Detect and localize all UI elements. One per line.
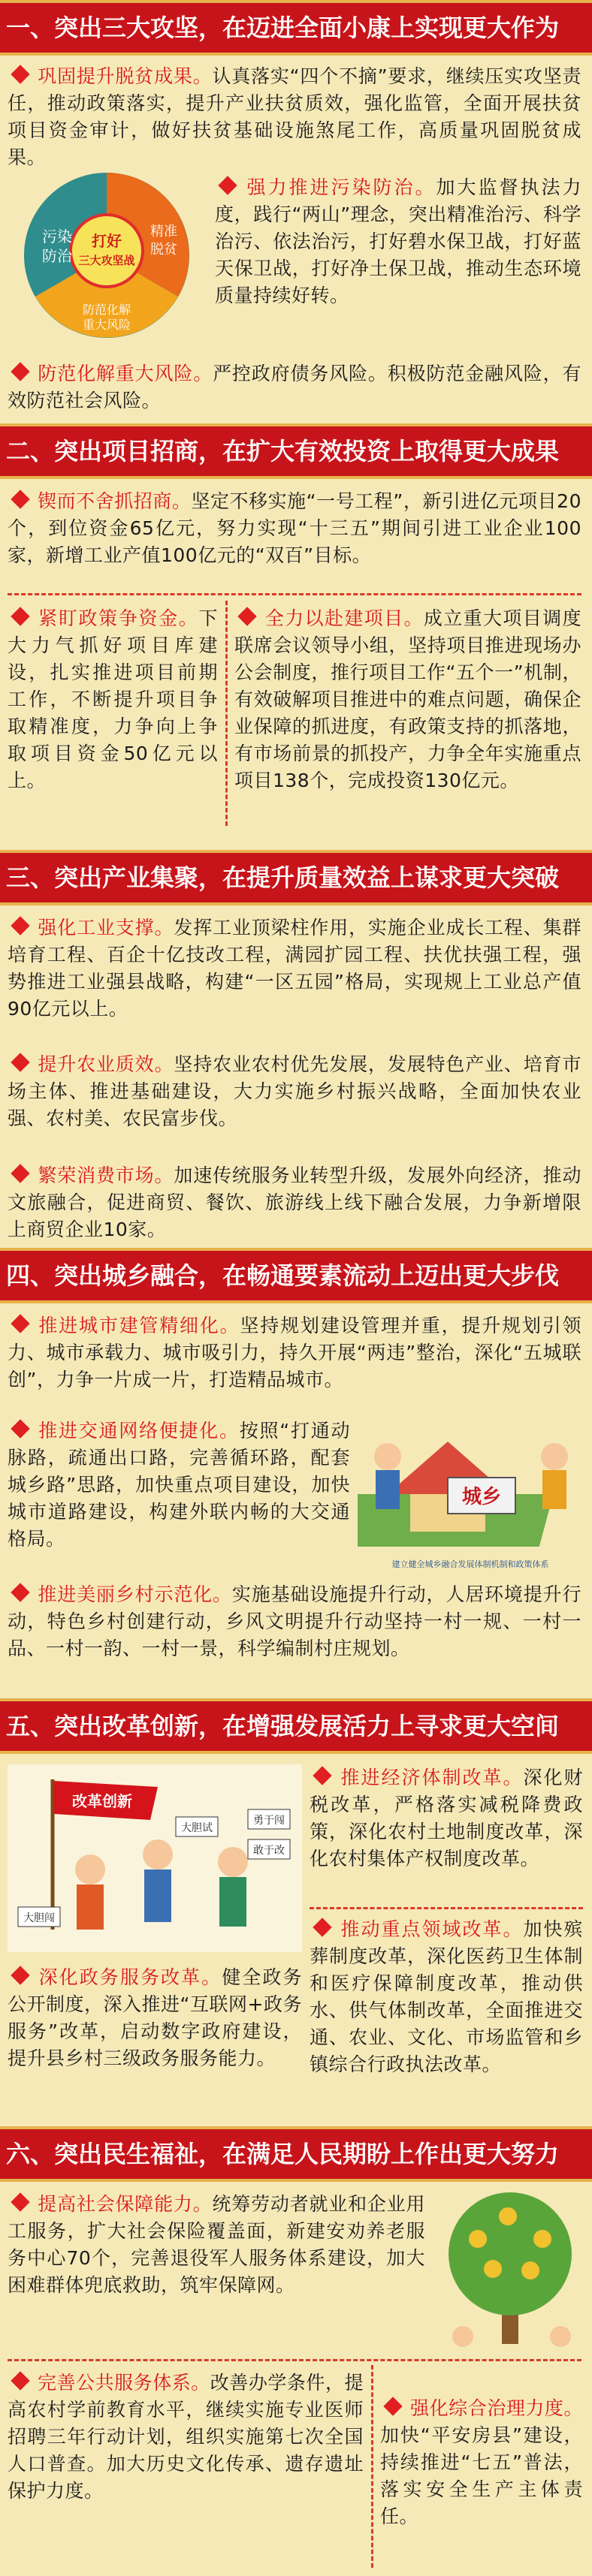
worker-left-body: [376, 1470, 400, 1509]
svg-text:建立健全城乡融合发展体制机制和政策体系: 建立健全城乡融合发展体制机制和政策体系: [391, 1559, 549, 1569]
svg-text:污染: 污染: [42, 227, 72, 246]
person-3-head: [218, 1847, 248, 1877]
s6-para-1: 提高社会保障能力。统筹劳动者就业和企业用工服务，扩大社会保险覆盖面，新建安劝养老服务中心70个，完善退役军人服务体系建设，加大困难群体兜底救助，筑牢保障网。: [8, 2193, 425, 2296]
s2-divider: [8, 593, 581, 595]
s5-para-2: 推动重点领域改革。加快殡葬制度改革，深化医药卫生体制和医疗保障制度改革，推动供水、供气体制改革，全面推进交通、农业、文化、市场监管和乡镇综合行政执法改革。: [310, 1918, 583, 2075]
person-right-head: [550, 2326, 571, 2347]
section-3-header: [0, 850, 592, 905]
section-5-header: [0, 1698, 592, 1754]
bullet-diamond-icon: [11, 1419, 29, 1438]
svg-text:打好: 打好: [92, 232, 122, 250]
section-6-header: [0, 2126, 592, 2182]
bullet-diamond-icon: [11, 1164, 29, 1183]
svg-text:敢于改: 敢于改: [253, 1845, 285, 1857]
bullet-diamond-icon: [11, 1314, 29, 1333]
section-1-title: 一、突出三大攻坚，在迈进全面小康上实现更大作为: [6, 14, 560, 42]
s4-para-1: 推进城市建管精细化。坚持规划建设管理并重，提升规划引领力、城市承载力、城市吸引力，持久开展“两违”整治，深化“五城联创”，力争一片成一片，打造精品城市。: [8, 1315, 581, 1390]
section-4-title: 四、突出城乡融合，在畅通要素流动上迈出更大步伐: [6, 1261, 560, 1290]
svg-text:大胆闯: 大胆闯: [23, 1912, 55, 1924]
urban-rural-illustration: [358, 1412, 583, 1577]
s6-vertical-divider: [371, 2365, 373, 2568]
svg-text:防范化解: 防范化解: [82, 303, 131, 317]
bullet-diamond-icon: [383, 2397, 402, 2415]
s1-para-1: 巩固提升脱贫成果。认真落实“四个不摘”要求，继续压实攻坚责任，推动政策落实，提升产业扶贫质效，强化监管，全面开展扶贫项目资金审计，做好扶贫基础设施煞尾工作，高质量巩固脱贫成果。: [8, 65, 581, 168]
s5-divider-right: [310, 1907, 583, 1909]
s6-divider: [8, 2359, 581, 2361]
s2-para-2: 紧盯政策争资金。下大力气抓好项目库建设，扎实推进项目前期工作，不断提升项目争取精准度，力争向上争取项目资金50亿元以上。: [8, 607, 218, 791]
section-4-header: [0, 1248, 592, 1303]
person-2-body: [144, 1869, 171, 1922]
person-1-body: [77, 1885, 104, 1930]
bullet-diamond-icon: [11, 2192, 29, 2211]
section-3-title: 三、突出产业集聚，在提升质量效益上谋求更大突破: [6, 863, 560, 892]
bullet-diamond-icon: [11, 362, 29, 381]
worker-right-body: [542, 1470, 566, 1509]
three-battles-illustration: [8, 167, 206, 344]
s6-para-2: 完善公共服务体系。改善办学条件，提高农村学前教育水平，继续实施专业医师招聘三年行动计划，组织实施第七次全国人口普查。加大历史文化传承、遗存遗址保护力度。: [8, 2372, 364, 2502]
s3-para-2: 提升农业质效。坚持农业农村优先发展，发展特色产业、培育市场主体、推进基础建设，大力实施乡村振兴战略，全面加快农业强、农村美、农民富步伐。: [8, 1053, 581, 1129]
bullet-diamond-icon: [237, 607, 256, 625]
bullet-diamond-icon: [11, 607, 29, 625]
bullet-diamond-icon: [11, 916, 29, 935]
svg-text:重大风险: 重大风险: [82, 318, 131, 332]
coin-2: [499, 2207, 517, 2225]
section-2-title: 二、突出项目招商，在扩大有效投资上取得更大成果: [6, 437, 560, 465]
bullet-diamond-icon: [313, 1918, 331, 1936]
bullet-diamond-icon: [218, 176, 237, 194]
bullet-diamond-icon: [11, 65, 29, 83]
s1-para-2: 强力推进污染防治。加大监督执法力度，践行“两山”理念，突出精准治污、科学治污、依法治污，打好碧水保卫战，打好蓝天保卫战，打好净土保卫战，推动生态环境质量持续好转。: [215, 176, 581, 306]
pie-center-circle: [71, 215, 143, 287]
s5-para-1: 推进经济体制改革。深化财税改革，严格落实减税降费政策，深化农村土地制度改革，深化农村集体产权制度改革。: [310, 1767, 583, 1869]
s2-para-1: 锲而不舍抓招商。坚定不移实施“一号工程”，新引进亿元项目20个，到位资金65亿元，努力实现“十三五”期间引进工业企业100家，新增工业产值100亿元的“双百”目标。: [8, 490, 581, 566]
s6-para-3: 强化综合治理力度。加快“平安房县”建设，持续推进“七五”普法，落实安全生产主体责任。: [380, 2397, 583, 2527]
bullet-diamond-icon: [11, 1583, 29, 1601]
s4-para-2: 推进交通网络便捷化。按照“打通动脉路，疏通出口路，完善循环路，配套城乡路”思路，加快重点项目建设，加快城市道路建设，构建外联内畅的大交通格局。: [8, 1420, 350, 1550]
coin-4: [484, 2260, 502, 2278]
s2-para-3: 全力以赴建项目。成立重大项目调度联席会议领导小组，坚持项目推进现场办公会制度，推行项目工作“五个一”机制，有效破解项目推进中的难点问题，确保企业保障的抓进度，有政策支持的抓落地，有市场前景的抓投产，力争全年实施重点项目138个，完成投资130亿元。: [234, 607, 581, 791]
person-1-head: [75, 1854, 105, 1885]
coin-3: [533, 2230, 551, 2248]
svg-text:大胆试: 大胆试: [181, 1822, 213, 1834]
svg-text:城乡: 城乡: [461, 1486, 502, 1508]
svg-text:勇于闯: 勇于闯: [253, 1815, 285, 1827]
money-tree-illustration: [433, 2186, 587, 2359]
svg-text:精准: 精准: [150, 224, 177, 240]
section-5-title: 五、突出改革创新，在增强发展活力上寻求更大空间: [6, 1712, 560, 1740]
s2-vertical-divider: [225, 601, 228, 826]
s3-para-3: 繁荣消费市场。加速传统服务业转型升级，发展外向经济，推动文旅融合，促进商贸、餐饮、旅游线上线下融合发展，力争新增限上商贸企业10家。: [8, 1164, 581, 1240]
worker-left-head: [374, 1443, 401, 1470]
s4-para-3: 推进美丽乡村示范化。实施基础设施提升行动，人居环境提升行动，特色乡村创建行动，乡风文明提升行动坚持一村一规、一村一品、一村一韵、一村一景，科学编制村庄规划。: [8, 1583, 581, 1659]
svg-text:防治: 防治: [42, 247, 72, 265]
bullet-diamond-icon: [11, 1966, 29, 1984]
person-left-head: [452, 2326, 473, 2347]
coin-1: [469, 2230, 487, 2248]
reform-illustration: [8, 1764, 302, 1952]
bullet-diamond-icon: [11, 2371, 29, 2390]
s5-para-3: 深化政务服务改革。健全政务公开制度，深入推进“互联网+政务服务”改革，启动数字政府建设，提升县乡村三级政务服务能力。: [8, 1966, 302, 2069]
person-3-body: [219, 1877, 246, 1927]
section-1-header: [0, 0, 592, 56]
worker-right-head: [541, 1443, 568, 1470]
bullet-diamond-icon: [11, 1053, 29, 1071]
svg-text:三大攻坚战: 三大攻坚战: [78, 254, 135, 267]
s1-para-3: 防范化解重大风险。严控政府债务风险。积极防范金融风险，有效防范社会风险。: [8, 363, 581, 411]
person-2-head: [143, 1839, 173, 1869]
svg-text:脱贫: 脱贫: [150, 242, 177, 258]
section-6-title: 六、突出民生福祉，在满足人民期盼上作出更大努力: [6, 2140, 560, 2168]
coin-5: [521, 2261, 539, 2279]
bullet-diamond-icon: [11, 490, 29, 508]
bullet-diamond-icon: [313, 1766, 331, 1785]
s3-para-1: 强化工业支撑。发挥工业顶梁柱作用，实施企业成长工程、集群培育工程、百企十亿技改工程，满园扩园工程、扶优扶强工程，强势推进工业强县战略，构建“一区五园”格局，实现规上工业总产值90亿元以上。: [8, 917, 581, 1020]
svg-text:改革创新: 改革创新: [72, 1792, 132, 1810]
section-2-header: [0, 423, 592, 479]
